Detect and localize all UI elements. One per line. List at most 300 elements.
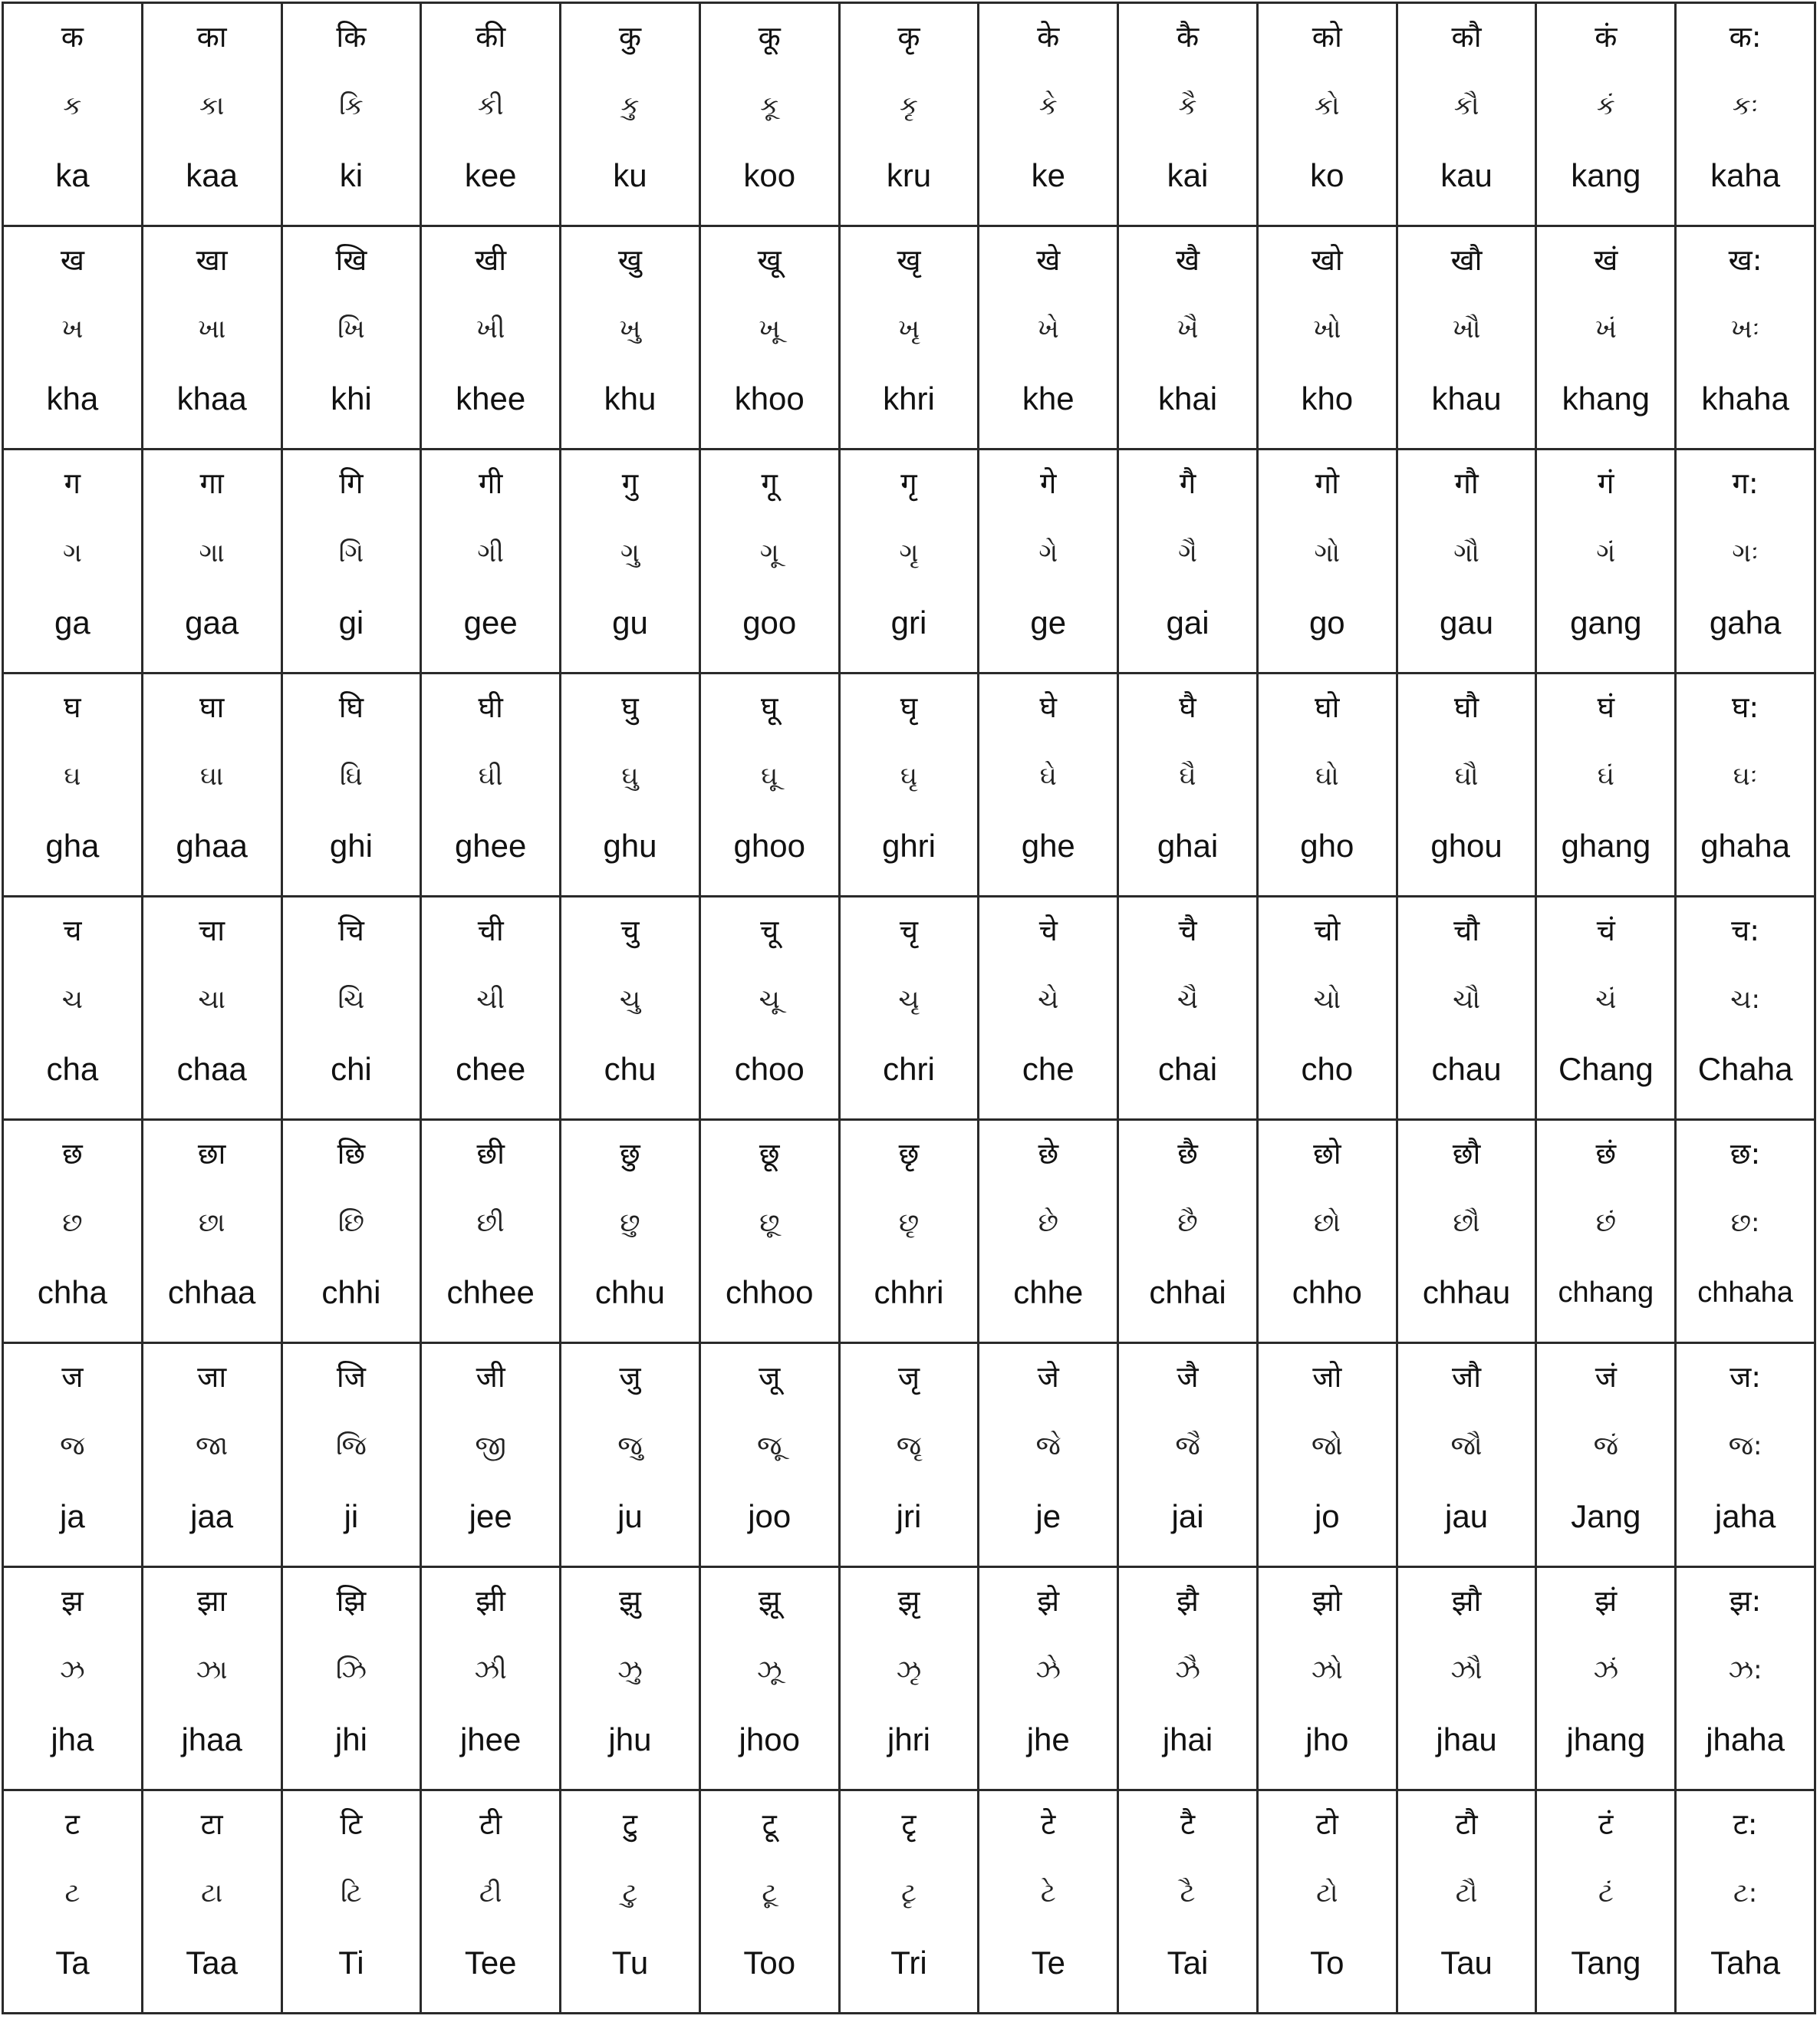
gujarati-syllable: ઝૌ <box>1450 1654 1483 1685</box>
latin-transliteration: ghee <box>454 827 527 864</box>
devanagari-syllable: घ: <box>1731 690 1759 724</box>
table-cell <box>283 898 423 1121</box>
latin-transliteration: jau <box>1445 1497 1489 1534</box>
devanagari-syllable: कि <box>336 20 367 54</box>
latin-transliteration: ka <box>55 157 90 194</box>
latin-transliteration: Ta <box>55 1944 90 1981</box>
latin-transliteration: ja <box>60 1497 85 1534</box>
latin-transliteration: gha <box>45 827 100 864</box>
latin-transliteration: Jang <box>1571 1497 1641 1534</box>
gujarati-syllable: જ <box>60 1431 85 1462</box>
table-cell <box>283 674 423 898</box>
latin-transliteration: chhai <box>1149 1274 1226 1311</box>
latin-transliteration: chri <box>883 1051 935 1088</box>
devanagari-syllable: गै <box>1179 466 1196 501</box>
gujarati-syllable: જં <box>1593 1431 1618 1462</box>
devanagari-syllable: घी <box>478 690 503 724</box>
gujarati-syllable: જા <box>196 1431 229 1462</box>
table-cell <box>1119 898 1259 1121</box>
table-cell <box>841 1791 980 2014</box>
gujarati-syllable: જો <box>1311 1431 1343 1462</box>
gujarati-syllable: કં <box>1596 91 1615 122</box>
gujarati-syllable: કા <box>199 91 225 122</box>
gujarati-syllable: કે <box>1038 91 1058 122</box>
latin-transliteration: ki <box>339 157 364 194</box>
devanagari-syllable: झी <box>476 1583 505 1618</box>
devanagari-syllable: खे <box>1036 243 1061 278</box>
devanagari-syllable: क <box>61 20 84 54</box>
devanagari-syllable: ग: <box>1732 466 1759 501</box>
table-cell <box>1119 227 1259 450</box>
gujarati-syllable: ખૌ <box>1452 314 1481 345</box>
devanagari-syllable: जू <box>759 1360 781 1395</box>
devanagari-syllable: खि <box>335 243 367 278</box>
gujarati-syllable: ખો <box>1313 314 1341 345</box>
table-cell <box>561 4 701 227</box>
table-cell <box>979 1344 1119 1567</box>
latin-transliteration: gaa <box>185 604 239 641</box>
gujarati-syllable: ખિ <box>337 314 365 345</box>
table-cell <box>1537 674 1677 898</box>
latin-transliteration: choo <box>734 1051 805 1088</box>
gujarati-syllable: ટ: <box>1733 1877 1758 1909</box>
table-cell <box>701 898 841 1121</box>
latin-transliteration: ge <box>1030 604 1067 641</box>
table-cell <box>143 1121 283 1344</box>
gujarati-syllable: ગ <box>62 537 82 568</box>
latin-transliteration: chau <box>1431 1051 1502 1088</box>
table-cell <box>4 1568 143 1791</box>
table-cell <box>1677 1568 1816 1791</box>
devanagari-syllable: घि <box>338 690 364 724</box>
table-cell <box>4 4 143 227</box>
gujarati-syllable: ઘા <box>199 760 224 792</box>
gujarati-syllable: ગૃ <box>899 537 919 568</box>
latin-transliteration: ji <box>344 1497 359 1534</box>
devanagari-syllable: ख: <box>1728 243 1762 278</box>
devanagari-syllable: खू <box>757 243 782 278</box>
table-cell <box>1398 227 1538 450</box>
latin-transliteration: gu <box>612 604 648 641</box>
devanagari-syllable: टू <box>762 1807 777 1841</box>
latin-transliteration: jaa <box>190 1497 234 1534</box>
devanagari-syllable: क: <box>1729 20 1762 54</box>
devanagari-syllable: झ <box>61 1583 84 1618</box>
gujarati-syllable: જૃ <box>896 1431 922 1462</box>
table-cell <box>1677 1791 1816 2014</box>
devanagari-syllable: चृ <box>899 913 919 947</box>
devanagari-syllable: खु <box>617 243 642 278</box>
latin-transliteration: jri <box>896 1497 922 1534</box>
devanagari-syllable: झो <box>1312 1583 1342 1618</box>
latin-transliteration: ghang <box>1561 827 1651 864</box>
table-cell <box>1677 674 1816 898</box>
latin-transliteration: jhang <box>1566 1721 1646 1757</box>
latin-transliteration: jee <box>469 1497 512 1534</box>
gujarati-syllable: જૌ <box>1450 1431 1483 1462</box>
gujarati-syllable: કિ <box>339 91 364 122</box>
table-cell <box>4 450 143 674</box>
devanagari-syllable: जै <box>1177 1360 1199 1395</box>
latin-transliteration: gai <box>1166 604 1209 641</box>
table-cell <box>1119 1568 1259 1791</box>
devanagari-syllable: झै <box>1177 1583 1199 1618</box>
latin-transliteration: cha <box>46 1051 99 1088</box>
table-cell <box>1119 450 1259 674</box>
latin-transliteration: jhi <box>334 1721 367 1757</box>
gujarati-syllable: ઘૃ <box>900 760 918 792</box>
devanagari-syllable: टो <box>1315 1807 1338 1841</box>
table-cell <box>979 1568 1119 1791</box>
devanagari-syllable: कौ <box>1451 20 1482 54</box>
table-cell <box>1537 1121 1677 1344</box>
table-cell <box>701 4 841 227</box>
devanagari-syllable: चे <box>1038 913 1058 947</box>
latin-transliteration: jhu <box>608 1721 652 1757</box>
table-cell <box>701 1791 841 2014</box>
table-cell <box>561 227 701 450</box>
table-cell <box>1398 898 1538 1121</box>
table-cell <box>1398 450 1538 674</box>
table-cell <box>422 450 561 674</box>
latin-transliteration: gaha <box>1709 604 1782 641</box>
latin-transliteration: cho <box>1301 1051 1354 1088</box>
latin-transliteration: joo <box>748 1497 792 1534</box>
gujarati-syllable: ઝિ <box>335 1654 367 1685</box>
latin-transliteration: ghai <box>1157 827 1219 864</box>
latin-transliteration: chee <box>456 1051 526 1088</box>
table-cell <box>422 1121 561 1344</box>
gujarati-syllable: ઘી <box>478 760 503 792</box>
latin-transliteration: ghoo <box>733 827 805 864</box>
latin-transliteration: jhau <box>1436 1721 1497 1757</box>
table-cell <box>1119 1791 1259 2014</box>
gujarati-syllable: ચં <box>1595 983 1617 1015</box>
latin-transliteration: ghou <box>1430 827 1502 864</box>
gujarati-syllable: ખં <box>1595 314 1617 345</box>
gujarati-syllable: ઝૂ <box>757 1654 782 1685</box>
latin-transliteration: chha <box>37 1274 107 1311</box>
devanagari-syllable: घौ <box>1453 690 1479 724</box>
gujarati-syllable: ટૂ <box>762 1877 778 1909</box>
table-cell <box>1537 450 1677 674</box>
gujarati-syllable: ઘૂ <box>761 760 778 792</box>
gujarati-syllable: ઘઃ <box>1733 760 1758 792</box>
latin-transliteration: kaa <box>186 157 238 194</box>
latin-transliteration: jhee <box>459 1721 522 1757</box>
gujarati-syllable: ખે <box>1037 314 1059 345</box>
table-cell <box>1398 1344 1538 1567</box>
gujarati-syllable: ચ <box>61 983 83 1015</box>
table-cell <box>841 227 980 450</box>
latin-transliteration: khaa <box>176 380 247 417</box>
latin-transliteration: ko <box>1310 157 1344 194</box>
gujarati-syllable: ખૈ <box>1177 314 1199 345</box>
table-cell <box>4 1791 143 2014</box>
latin-transliteration: chhoo <box>726 1274 814 1311</box>
table-cell <box>283 1121 423 1344</box>
gujarati-syllable: ટૌ <box>1455 1877 1478 1909</box>
devanagari-syllable: छ: <box>1729 1137 1761 1171</box>
gujarati-syllable: છૃ <box>898 1207 920 1239</box>
table-cell <box>1119 1121 1259 1344</box>
gujarati-syllable: ટૃ <box>901 1877 917 1909</box>
gujarati-syllable: ગૌ <box>1453 537 1479 568</box>
devanagari-syllable: जौ <box>1452 1360 1482 1395</box>
latin-transliteration: ghri <box>881 827 936 864</box>
gujarati-syllable: ઝો <box>1311 1654 1343 1685</box>
devanagari-syllable: गू <box>761 466 778 501</box>
gujarati-syllable: જે <box>1035 1431 1061 1462</box>
gujarati-syllable: ઝૃ <box>896 1654 922 1685</box>
devanagari-syllable: छे <box>1038 1137 1059 1171</box>
gujarati-syllable: ચૃ <box>898 983 920 1015</box>
gujarati-syllable: કૂ <box>760 91 779 122</box>
devanagari-syllable: झं <box>1595 1583 1618 1618</box>
table-cell <box>4 1344 143 1567</box>
devanagari-syllable: खं <box>1594 243 1618 278</box>
table-cell <box>561 1568 701 1791</box>
gujarati-syllable: ગઃ <box>1732 537 1759 568</box>
table-cell <box>4 674 143 898</box>
latin-transliteration: kaha <box>1710 157 1781 194</box>
latin-transliteration: kha <box>46 380 99 417</box>
latin-transliteration: khaha <box>1701 380 1789 417</box>
latin-transliteration: chhe <box>1013 1274 1084 1311</box>
latin-transliteration: ga <box>54 604 91 641</box>
devanagari-syllable: गं <box>1598 466 1614 501</box>
devanagari-syllable: छू <box>759 1137 780 1171</box>
table-cell <box>422 1791 561 2014</box>
devanagari-syllable: घृ <box>900 690 918 724</box>
latin-transliteration: Taha <box>1710 1944 1781 1981</box>
gujarati-syllable: ચે <box>1038 983 1059 1015</box>
devanagari-syllable: ज: <box>1729 1360 1762 1395</box>
latin-transliteration: jo <box>1314 1497 1340 1534</box>
table-cell <box>422 674 561 898</box>
devanagari-syllable: कं <box>1595 20 1618 54</box>
devanagari-syllable: टा <box>200 1807 223 1841</box>
latin-transliteration: jaha <box>1714 1497 1776 1534</box>
devanagari-syllable: चं <box>1596 913 1615 947</box>
table-cell <box>979 898 1119 1121</box>
devanagari-syllable: टे <box>1041 1807 1056 1841</box>
latin-transliteration: jhoo <box>739 1721 800 1757</box>
table-cell <box>561 1344 701 1567</box>
gujarati-syllable: છા <box>198 1207 225 1239</box>
devanagari-syllable: चो <box>1314 913 1341 947</box>
gujarati-syllable: ચ: <box>1730 983 1760 1015</box>
gujarati-syllable: ઝ <box>60 1654 85 1685</box>
devanagari-syllable: जु <box>619 1360 641 1395</box>
table-cell <box>143 1791 283 2014</box>
latin-transliteration: chhaa <box>167 1274 256 1311</box>
devanagari-syllable: ख <box>60 243 84 278</box>
gujarati-syllable: ગિ <box>338 537 364 568</box>
gujarati-syllable: ગી <box>477 537 504 568</box>
gujarati-syllable: ગે <box>1038 537 1058 568</box>
latin-transliteration: jhai <box>1162 1721 1213 1757</box>
latin-transliteration: je <box>1035 1497 1061 1534</box>
gujarati-syllable: ખઃ <box>1730 314 1760 345</box>
gujarati-syllable: છુ <box>620 1207 640 1239</box>
latin-transliteration: jhri <box>887 1721 930 1757</box>
gujarati-syllable: જી <box>475 1431 506 1462</box>
gujarati-syllable: છૂ <box>759 1207 780 1239</box>
table-cell <box>283 1344 423 1567</box>
latin-transliteration: jha <box>51 1721 94 1757</box>
gujarati-syllable: છૌ <box>1453 1207 1480 1239</box>
gujarati-syllable: ચા <box>198 983 225 1015</box>
table-cell <box>1677 227 1816 450</box>
latin-transliteration: khoo <box>734 380 805 417</box>
latin-transliteration: chaa <box>176 1051 247 1088</box>
gujarati-syllable: ખા <box>198 314 226 345</box>
gujarati-syllable: કી <box>477 91 504 122</box>
latin-transliteration: jhaa <box>181 1721 242 1757</box>
table-cell <box>1677 450 1816 674</box>
table-cell <box>841 1568 980 1791</box>
table-cell <box>283 227 423 450</box>
table-cell <box>1259 227 1398 450</box>
devanagari-syllable: टृ <box>901 1807 917 1841</box>
latin-transliteration: gee <box>463 604 518 641</box>
latin-transliteration: ju <box>617 1497 643 1534</box>
devanagari-syllable: ट: <box>1733 1807 1758 1841</box>
devanagari-syllable: झि <box>336 1583 367 1618</box>
gujarati-syllable: જૈ <box>1175 1431 1200 1462</box>
devanagari-syllable: चा <box>199 913 225 947</box>
devanagari-syllable: चौ <box>1453 913 1480 947</box>
devanagari-syllable: ज <box>61 1360 84 1395</box>
devanagari-syllable: गो <box>1315 466 1339 501</box>
devanagari-syllable: झौ <box>1451 1583 1482 1618</box>
gujarati-syllable: ગા <box>199 537 225 568</box>
devanagari-syllable: छै <box>1177 1137 1198 1171</box>
gujarati-syllable: ખૂ <box>759 314 781 345</box>
latin-transliteration: khri <box>883 380 935 417</box>
devanagari-syllable: झू <box>758 1583 781 1618</box>
table-cell <box>143 450 283 674</box>
devanagari-syllable: झृ <box>897 1583 920 1618</box>
table-cell <box>422 898 561 1121</box>
devanagari-syllable: ची <box>477 913 504 947</box>
table-cell <box>841 898 980 1121</box>
table-cell <box>1259 450 1398 674</box>
gujarati-syllable: ગુ <box>620 537 640 568</box>
latin-transliteration: ghe <box>1021 827 1075 864</box>
devanagari-syllable: छं <box>1595 1137 1617 1171</box>
table-cell <box>422 227 561 450</box>
gujarati-syllable: ખૃ <box>898 314 920 345</box>
table-cell <box>143 898 283 1121</box>
table-cell <box>1119 1344 1259 1567</box>
devanagari-syllable: टु <box>622 1807 638 1841</box>
latin-transliteration: chhau <box>1422 1274 1511 1311</box>
devanagari-syllable: जि <box>336 1360 366 1395</box>
latin-transliteration: koo <box>743 157 796 194</box>
table-cell <box>841 1121 980 1344</box>
latin-transliteration: Taa <box>186 1944 238 1981</box>
latin-transliteration: Tee <box>464 1944 517 1981</box>
latin-transliteration: goo <box>742 604 797 641</box>
table-cell <box>979 450 1119 674</box>
latin-transliteration: Tri <box>890 1944 927 1981</box>
table-cell <box>1537 227 1677 450</box>
table-cell <box>1398 1791 1538 2014</box>
table-cell <box>143 227 283 450</box>
table-cell <box>1677 4 1816 227</box>
gujarati-syllable: ઝી <box>474 1654 507 1685</box>
gujarati-syllable: ટો <box>1316 1877 1338 1909</box>
latin-transliteration: kang <box>1571 157 1641 194</box>
latin-transliteration: kai <box>1167 157 1209 194</box>
latin-transliteration: Chaha <box>1697 1051 1793 1088</box>
gujarati-syllable: ઝે <box>1035 1654 1061 1685</box>
latin-transliteration: khi <box>331 380 372 417</box>
gujarati-syllable: ઝુ <box>617 1654 643 1685</box>
table-cell <box>283 1568 423 1791</box>
devanagari-syllable: कृ <box>897 20 920 54</box>
gujarati-syllable: ટા <box>201 1877 223 1909</box>
table-cell <box>701 1568 841 1791</box>
gujarati-syllable: ઝૈ <box>1175 1654 1200 1685</box>
table-cell <box>1537 898 1677 1121</box>
gujarati-syllable: ટે <box>1040 1877 1056 1909</box>
table-cell <box>1398 4 1538 227</box>
devanagari-syllable: जृ <box>897 1360 920 1395</box>
gujarati-syllable: ઘુ <box>621 760 639 792</box>
devanagari-syllable: झु <box>619 1583 641 1618</box>
devanagari-syllable: छि <box>337 1137 366 1171</box>
gujarati-syllable: ટુ <box>622 1877 638 1909</box>
gujarati-syllable: ખ <box>61 314 84 345</box>
devanagari-syllable: घं <box>1597 690 1615 724</box>
devanagari-syllable: गृ <box>900 466 917 501</box>
table-cell <box>1398 1568 1538 1791</box>
devanagari-syllable: खो <box>1311 243 1343 278</box>
latin-transliteration: go <box>1308 604 1345 641</box>
gujarati-syllable: છે <box>1038 1207 1058 1239</box>
table-cell <box>1259 1568 1398 1791</box>
table-cell <box>1537 1791 1677 2014</box>
devanagari-syllable: छा <box>197 1137 226 1171</box>
devanagari-syllable: छ <box>62 1137 83 1171</box>
gujarati-syllable: ગૈ <box>1178 537 1197 568</box>
devanagari-syllable: जं <box>1595 1360 1617 1395</box>
latin-transliteration: Tu <box>611 1944 649 1981</box>
latin-transliteration: ghaa <box>176 827 248 864</box>
devanagari-syllable: जा <box>197 1360 227 1395</box>
gujarati-syllable: છૈ <box>1177 1207 1198 1239</box>
latin-transliteration: khau <box>1431 380 1502 417</box>
devanagari-syllable: गि <box>339 466 364 501</box>
table-cell <box>701 227 841 450</box>
devanagari-syllable: टौ <box>1455 1807 1478 1841</box>
latin-transliteration: jai <box>1171 1497 1204 1534</box>
devanagari-syllable: चू <box>760 913 779 947</box>
latin-transliteration: khe <box>1022 380 1075 417</box>
table-cell <box>561 450 701 674</box>
table-cell <box>979 1121 1119 1344</box>
devanagari-syllable: छृ <box>898 1137 920 1171</box>
gujarati-syllable: છિ <box>337 1207 364 1239</box>
table-cell <box>1677 1344 1816 1567</box>
latin-transliteration: Tau <box>1440 1944 1493 1981</box>
table-cell <box>701 674 841 898</box>
table-cell <box>422 4 561 227</box>
table-cell <box>283 4 423 227</box>
